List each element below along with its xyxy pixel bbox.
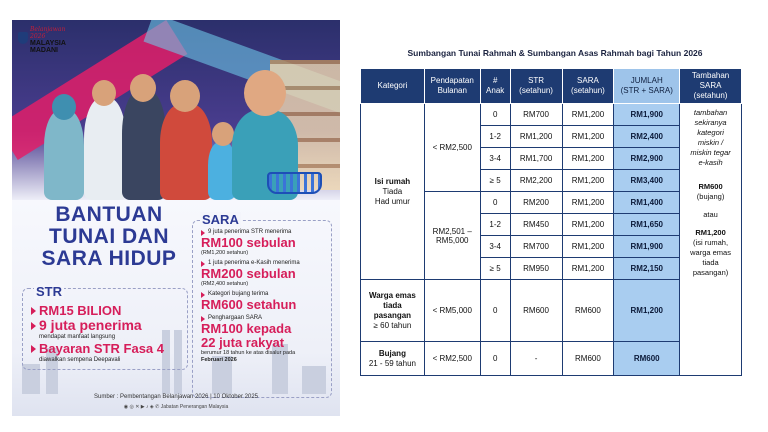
table-row: Warga emas tiada pasangan ≥ 60 tahun < RM5,000 0 RM600 RM600 RM1,200 <box>361 280 742 342</box>
sara-tag: SARA <box>202 212 239 227</box>
table-row: 1-2 RM450 RM1,200 RM1,650 <box>361 214 742 236</box>
table-header-row <box>361 69 742 104</box>
header-sara: SARA (setahun) <box>562 69 614 104</box>
poster-title: BANTUAN TUNAI DAN SARA HIDUP <box>41 203 177 270</box>
coat-of-arms-icon <box>18 32 28 44</box>
social-footer <box>12 404 340 410</box>
header-jumlah: JUMLAH (STR + SARA) <box>614 69 680 104</box>
header-anak: # Anak <box>480 69 510 104</box>
bullet-icon <box>31 307 36 315</box>
table-title: Sumbangan Tunai Rahmah & Sumbangan Asas Rahmah bagi Tahun 2026 <box>407 48 703 58</box>
cell-bujang: Bujang 21 - 59 tahun <box>361 342 425 376</box>
bullet-icon <box>31 345 36 353</box>
str-tag: STR <box>36 284 62 299</box>
logo-line1: MALAYSIA <box>30 40 66 47</box>
table-row: Isi rumah Tiada Had umur < RM2,500 0 RM700 RM1,200 RM1,900 tambahan sekiranya kategori miskin / miskin tegar e-kasih RM600 (bujang) atau RM1,200 (isi rumah, warga emas tiada pasangan) <box>361 104 742 126</box>
header-kategori: Kategori <box>361 69 425 104</box>
header-pendapatan: Pendapatan Bulanan <box>424 69 480 104</box>
table-row: ≥ 5 RM2,200 RM1,200 RM3,400 <box>361 170 742 192</box>
cell-income: < RM2,500 <box>424 104 480 192</box>
logo-script: Belanjawan 2026 <box>30 26 66 40</box>
header-str: STR (setahun) <box>510 69 562 104</box>
table-row: ≥ 5 RM950 RM1,200 RM2,150 <box>361 258 742 280</box>
rahmah-table <box>360 68 742 376</box>
source-note: Sumber : Pembentangan Belanjawan 2026 | 10 Oktober 2025 <box>93 394 258 400</box>
logo-line2: MADANI <box>30 47 58 54</box>
cell-isi-rumah: Isi rumah Tiada Had umur <box>361 104 425 280</box>
str-section: RM15 BILION 9 juta penerima mendapat manfaat langsung Bayaran STR Fasa 4 diawalkan sempena Deepavali <box>22 288 188 370</box>
poster-image <box>12 20 340 416</box>
cell-warga-emas: Warga emas tiada pasangan ≥ 60 tahun <box>361 280 425 342</box>
table-row: 3-4 RM700 RM1,200 RM1,900 <box>361 236 742 258</box>
social-icons: ◉ ◎ ✕ ▶ ♪ ◈ ✆ <box>123 404 161 410</box>
sara-item: 9 juta penerima STR menerima RM100 sebulan (RM1,200 setahun) <box>201 229 296 256</box>
table-row: 3-4 RM1,700 RM1,200 RM2,900 <box>361 148 742 170</box>
sara-item: 1 juta penerima e-Kasih menerima RM200 sebulan (RM2,400 setahun) <box>201 260 300 287</box>
sara-item: Kategori bujang terima RM600 setahun <box>201 291 297 312</box>
header-tambahan: Tambahan SARA (setahun) <box>680 69 742 104</box>
sara-section <box>192 220 332 398</box>
bullet-icon <box>31 322 36 330</box>
table-row: RM2,501 – RM5,000 0 RM200 RM1,200 RM1,400 <box>361 192 742 214</box>
dept-name: Jabatan Penerangan Malaysia <box>160 404 229 410</box>
table-row: Bujang 21 - 59 tahun < RM2,500 0 - RM600 RM600 <box>361 342 742 376</box>
sara-item: Penghargaan SARA RM100 kepada 22 juta rakyat berumur 18 tahun ke atas disalur pada Februari 2026 <box>201 315 296 363</box>
shopping-basket-icon <box>267 172 322 194</box>
cell-tambahan: tambahan sekiranya kategori miskin / miskin tegar e-kasih RM600 (bujang) atau RM1,200 (isi rumah, warga emas tiada pasangan) <box>680 104 742 376</box>
table-row: 1-2 RM1,200 RM1,200 RM2,400 <box>361 126 742 148</box>
cell-income: RM2,501 – RM5,000 <box>424 192 480 280</box>
